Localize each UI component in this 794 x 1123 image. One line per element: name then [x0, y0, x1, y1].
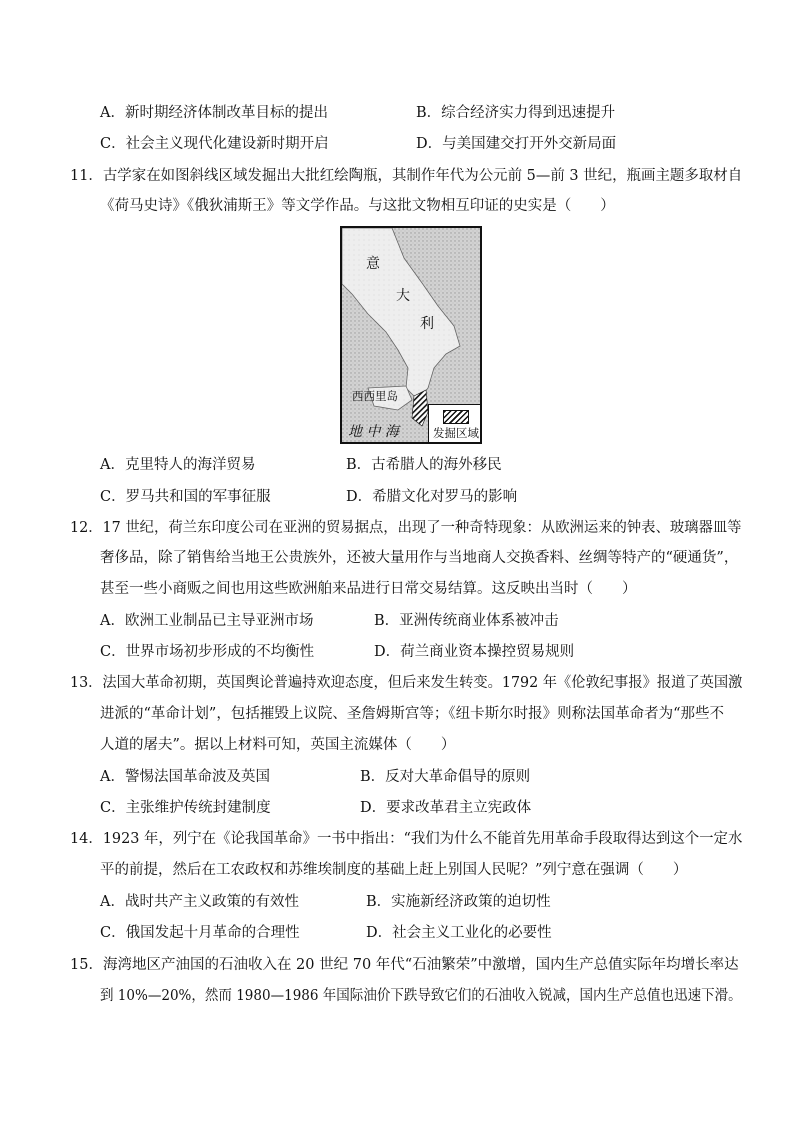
- q12-option-a: A．欧洲工业制品已主导亚洲市场: [100, 613, 314, 629]
- q11-option-b: B．古希腊人的海外移民: [346, 457, 502, 473]
- q12-stem-line1: 12．17 世纪，荷兰东印度公司在亚洲的贸易据点，出现了一种奇特现象：从欧洲运来的钟表、玻璃器皿等: [70, 520, 742, 536]
- q14-option-a: A．战时共产主义政策的有效性: [100, 894, 299, 910]
- q11-stem-line1: 11．古学家在如图斜线区域发掘出大批红绘陶瓶，其制作年代为公元前 5—前 3 世纪，瓶画主题多取材自: [70, 168, 743, 184]
- q10-option-a: A．新时期经济体制改革目标的提出: [100, 105, 328, 121]
- q12-option-c: C．世界市场初步形成的不均衡性: [100, 644, 315, 660]
- hatch-swatch-icon: [443, 410, 469, 424]
- q11-stem-line2: 《荷马史诗》《俄狄浦斯王》等文学作品。与这批文物相互印证的史实是（ ）: [100, 198, 615, 214]
- map-label-da: 大: [396, 288, 410, 304]
- q14-option-d: D．社会主义工业化的必要性: [366, 925, 552, 941]
- q13-option-d: D．要求改革君主立宪政体: [360, 800, 532, 816]
- map-label-li: 利: [420, 316, 434, 332]
- q13-option-a: A．警惕法国革命波及英国: [100, 769, 270, 785]
- q14-option-b: B．实施新经济政策的迫切性: [366, 894, 551, 910]
- q14-option-c: C．俄国发起十月革命的合理性: [100, 925, 300, 941]
- map-label-yi: 意: [366, 256, 380, 272]
- q14-stem-line1: 14．1923 年，列宁在《论我国革命》一书中指出：“我们为什么不能首先用革命手段取得达到这个一定水: [70, 831, 743, 847]
- q11-option-a: A．克里特人的海洋贸易: [100, 457, 256, 473]
- q11-option-c: C．罗马共和国的军事征服: [100, 489, 271, 505]
- q13-stem-line3: 人道的屠夫”。据以上材料可知，英国主流媒体（ ）: [100, 737, 456, 753]
- q10-option-d: D．与美国建交打开外交新局面: [416, 136, 617, 152]
- map-legend: [428, 404, 482, 444]
- map-label-mediterranean: 地 中 海: [348, 424, 399, 440]
- q14-stem-line2: 平的前提，然后在工农政权和苏维埃制度的基础上赶上别国人民呢？”列宁意在强调（ ）: [100, 862, 688, 878]
- q15-stem-line1: 15．海湾地区产油国的石油收入在 20 世纪 70 年代“石油繁荣”中激增，国内生产总值实际年均增长率达: [70, 957, 739, 973]
- q10-option-c: C．社会主义现代化建设新时期开启: [100, 136, 329, 152]
- map-legend-label: 发掘区域: [433, 426, 479, 440]
- q13-option-c: C．主张维护传统封建制度: [100, 800, 271, 816]
- q12-stem-line3: 甚至一些小商贩之间也用这些欧洲舶来品进行日常交易结算。这反映出当时（ ）: [100, 581, 637, 597]
- q13-stem-line2: 进派的“革命计划”，包括摧毁上议院、圣詹姆斯宫等；《纽卡斯尔时报》则称法国革命者为“那些不: [100, 706, 724, 722]
- q13-option-b: B．反对大革命倡导的原则: [360, 769, 531, 785]
- q10-option-b: B．综合经济实力得到迅速提升: [416, 105, 616, 121]
- q12-option-d: D．荷兰商业资本操控贸易规则: [374, 644, 575, 660]
- q11-option-d: D．希腊文化对罗马的影响: [346, 489, 518, 505]
- q15-stem-line2: 到 10%—20%，然而 1980—1986 年国际油价下跌导致它们的石油收入锐减，国内生产总值也迅速下滑。: [100, 988, 742, 1004]
- q11-map-figure: [340, 226, 482, 444]
- q13-stem-line1: 13．法国大革命初期，英国舆论普遍持欢迎态度，但后来发生转变。1792 年《伦敦纪事报》报道了英国激: [70, 675, 743, 691]
- q12-stem-line2: 奢侈品，除了销售给当地王公贵族外，还被大量用作与当地商人交换香料、丝绸等特产的“硬通货”，: [100, 550, 739, 566]
- map-label-sicily: 西西里岛: [352, 389, 398, 403]
- q12-option-b: B．亚洲传统商业体系被冲击: [374, 613, 559, 629]
